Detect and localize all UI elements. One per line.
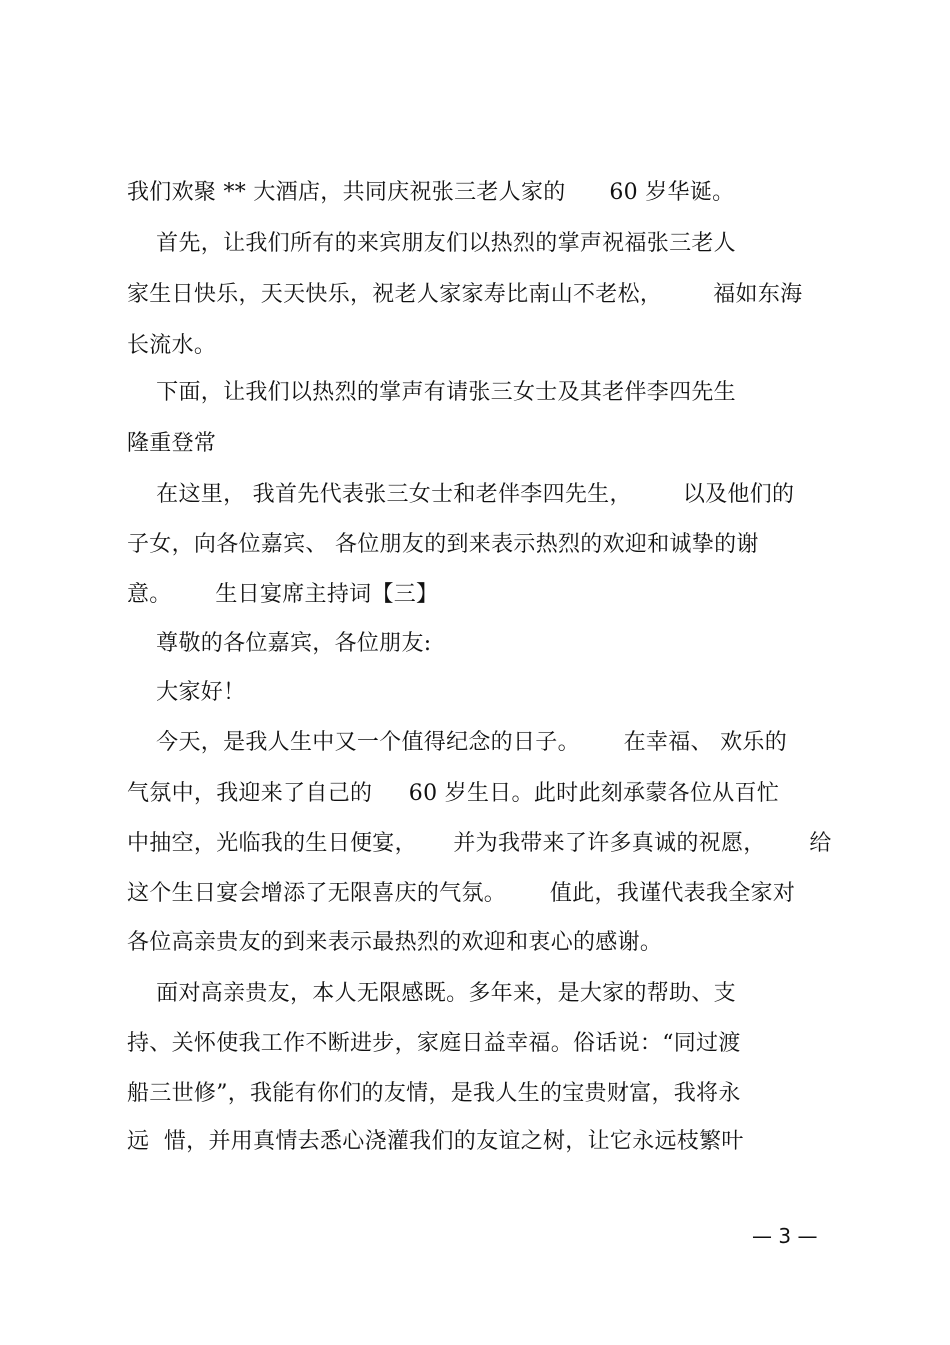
- text-line: 大家好！: [127, 680, 246, 705]
- text-line: 尊敬的各位嘉宾，各位朋友:: [127, 631, 432, 656]
- text-line: 首先，让我们所有的来宾朋友们以热烈的掌声祝福张三老人: [127, 231, 736, 256]
- text-line: 隆重登常: [127, 431, 217, 456]
- text-line: 持、关怀使我工作不断进步，家庭日益幸福。俗话说：“同过渡: [127, 1031, 741, 1056]
- text-line: 面对高亲贵友，本人无限感既。多年来，是大家的帮助、支: [127, 981, 736, 1006]
- text-line: 下面，让我们以热烈的掌声有请张三女士及其老伴李四先生: [127, 380, 736, 405]
- text-line: 各位高亲贵友的到来表示最热烈的欢迎和衷心的感谢。: [127, 930, 663, 955]
- text-line: 这个生日宴会增添了无限喜庆的气氛。 值此，我谨代表我全家对: [127, 881, 796, 906]
- text-line: 今天，是我人生中又一个值得纪念的日子。 在幸福、 欢乐的: [127, 730, 788, 755]
- text-line: 船三世修”，我能有你们的友情，是我人生的宝贵财富，我将永: [127, 1081, 741, 1106]
- text-line: 远 惜，并用真情去悉心浇灌我们的友谊之树，让它永远枝繁叶: [127, 1129, 744, 1154]
- text-line: 意。 生日宴席主持词【三】: [127, 582, 439, 607]
- text-line: 在这里， 我首先代表张三女士和老伴李四先生， 以及他们的: [127, 482, 795, 507]
- text-line: 长流水。: [127, 333, 217, 358]
- page-number: — 3 —: [752, 1224, 818, 1248]
- text-line: 气氛中，我迎来了自己的 60 岁生日。此时此刻承蒙各位从百忙: [127, 781, 780, 806]
- text-line: 子女，向各位嘉宾、 各位朋友的到来表示热烈的欢迎和诚挚的谢: [127, 532, 759, 557]
- text-line: 家生日快乐，天天快乐，祝老人家家寿比南山不老松， 福如东海: [127, 282, 803, 307]
- text-line: 中抽空，光临我的生日便宴， 并为我带来了许多真诚的祝愿， 给: [127, 831, 832, 856]
- text-line: 我们欢聚 ** 大酒店，共同庆祝张三老人家的 60 岁华诞。: [127, 180, 735, 205]
